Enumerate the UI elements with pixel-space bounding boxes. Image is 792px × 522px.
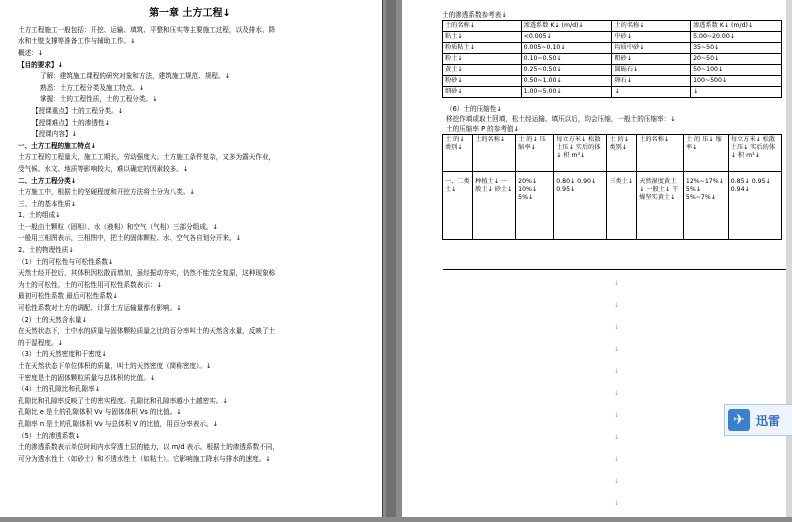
page-bottom-border xyxy=(443,269,790,270)
table-row xyxy=(443,76,782,87)
table-row xyxy=(443,54,782,65)
table-header-cell: 土 的↓ 类别↓ xyxy=(443,135,473,172)
table-row xyxy=(443,172,782,240)
text-line: 土在天然状态下单位体积的质量，叫土的天然密度（简称密度）。↓ xyxy=(18,362,212,371)
text-line: （1）土的可松性与可松性系数↓ xyxy=(18,257,114,266)
table-row xyxy=(443,87,782,98)
left-page-content xyxy=(18,0,362,465)
table-header-cell: 土 的 压↓ 缩率↓ xyxy=(683,135,728,172)
table-cell: 圆砾石↓ xyxy=(612,65,691,76)
table-header-cell: 每立方米↓ 松散土压↓ 实后的体↓ 积 m³↓ xyxy=(554,135,607,172)
text-line: 可分为透水性土（如砂土）和不透水性土（如粘土）。它影响施工降水与排水的速度。↓ xyxy=(18,454,271,463)
table-cell: 粉砂↓ xyxy=(443,76,522,87)
table-cell: 粗砂↓ xyxy=(612,54,691,65)
table-cell: 0.10~0.50↓ xyxy=(521,54,612,65)
thunder-label: 迅雷 xyxy=(756,413,781,428)
left-text-lines xyxy=(18,24,362,465)
text-line: 【目的要求】↓ xyxy=(18,60,64,69)
paragraph-mark: ↓ xyxy=(614,390,620,397)
permeability-table xyxy=(442,20,782,98)
text-line: 土的渗透系数表示单位时间内水穿透土层的能力，以 m/d 表示。根据土的渗透系数不同， xyxy=(18,443,279,452)
text-line: 掌握：土的工程性质，土的工程分类。↓ xyxy=(40,95,158,104)
table-header-cell: 土的名称↓ xyxy=(443,21,522,32)
text-line: 受气候、水文、地质等影响较大，难以确定的因素较多。↓ xyxy=(18,164,189,173)
table-cell: ↓ xyxy=(691,87,782,98)
text-line: （5）土的渗透系数↓ xyxy=(18,431,81,440)
table-header-cell: 土 的↓ 压缩率↓ xyxy=(516,135,554,172)
chapter-title: 第一章 土方工程↓ xyxy=(149,8,231,19)
table-cell: 12%~17%↓ 5%↓ 5%~7%↓ xyxy=(683,172,728,240)
paragraph-mark: ↓ xyxy=(614,302,620,309)
text-line: 天然土经开挖后，其体积因松散而增加，虽经振动夯实，仍然不能完全复原，这种现象称 xyxy=(18,269,276,278)
text-line: 在天然状态下，土中水的质量与固体颗粒质量之比的百分率叫土的天然含水量，反映了土 xyxy=(18,327,276,336)
table-row xyxy=(443,65,782,76)
page-gutter xyxy=(386,0,396,517)
table-cell: 一、二类土↓ xyxy=(443,172,473,240)
table-cell: 种植土↓ 一般土↓ 砂土↓ xyxy=(473,172,516,240)
table-cell: 0.80↓ 0.90↓ 0.95↓ xyxy=(554,172,607,240)
document-page-left xyxy=(0,0,383,517)
text-line: 一般用三相图表示，三相图中，把土的固体颗粒、水、空气各自划分开来。↓ xyxy=(18,234,242,243)
text-line: 孔隙比和孔隙率反映了土的密实程度。孔隙比和孔隙率越小土越密实。↓ xyxy=(18,396,228,405)
table-header-row xyxy=(443,135,782,172)
paragraph-marks xyxy=(614,280,620,522)
text-line: 土方工程的工程量大，施工工期长，劳动强度大。土方施工条件复杂，又多为露天作业， xyxy=(18,153,276,162)
text-line: 孔隙率 n 是土的孔隙体积 Vv 与总体积 V 的比值，用百分率表示。↓ xyxy=(18,419,219,428)
table-cell: 1.00~5.00↓ xyxy=(521,87,612,98)
text-line: 三、土的基本性质↓ xyxy=(18,199,77,208)
paragraph-mark: ↓ xyxy=(614,280,620,287)
table-cell: 黄土↓ xyxy=(443,65,522,76)
text-line: （3）土的天然密度和干密度↓ xyxy=(18,350,107,359)
text-line: 【授课重点】土的工程分类。↓ xyxy=(32,106,124,115)
text-line: 水和土壁支撑等准备工作与辅助工作。↓ xyxy=(18,37,136,46)
text-line: 了解：建筑施工课程的研究对象和方法，建筑施工规范、规程。↓ xyxy=(40,72,231,81)
table-header-cell: 土的名称↓ xyxy=(473,135,516,172)
text-line: 可松性系数对土方的调配、计算土方运输量都有影响。↓ xyxy=(18,304,182,313)
text-line: 土方施工中，根据土的坚硬程度和开挖方法将土分为八类。↓ xyxy=(18,188,195,197)
compressibility-text: 移挖作填或取土回填，松土经运输、填压以后，均会压缩，一般土的压缩率：↓ xyxy=(446,115,676,123)
text-line: 一、土方工程的施工特点↓ xyxy=(18,141,97,150)
paragraph-mark: ↓ xyxy=(614,368,620,375)
text-line: 土方工程施工一般包括：开挖、运输、填筑、平整和压实等主要施工过程，以及排水、降 xyxy=(18,25,276,34)
text-line: 干密度是土的固体颗粒质量与总体积的比值。↓ xyxy=(18,373,156,382)
table-row xyxy=(443,43,782,54)
compression-table xyxy=(442,134,782,240)
text-line: 熟悉：土方工程分类及施工特点。↓ xyxy=(40,83,145,92)
table-header-cell: 土 的↓ 类别↓ xyxy=(607,135,637,172)
table-header-row xyxy=(443,21,782,32)
thunder-floating-widget[interactable] xyxy=(724,404,792,436)
paragraph-mark: ↓ xyxy=(614,324,620,331)
table-cell: 0.50~1.00↓ xyxy=(521,76,612,87)
vertical-scrollbar[interactable] xyxy=(786,0,792,517)
text-line: 土一般由土颗粒（固相）、水（液相）和空气（气相）三部分组成。↓ xyxy=(18,222,219,231)
thunder-bird-icon: ✈ xyxy=(728,409,750,431)
table-cell: 20~50↓ xyxy=(691,54,782,65)
text-line: 的干湿程度。↓ xyxy=(18,338,64,347)
table-cell: 三类土↓ xyxy=(607,172,637,240)
paragraph-mark: ↓ xyxy=(614,412,620,419)
table-cell: 0.85↓ 0.95↓ 0.94↓ xyxy=(728,172,781,240)
table-cell: 100~500↓ xyxy=(691,76,782,87)
table-cell: 粉质粘土↓ xyxy=(443,43,522,54)
table-header-cell: 土的名称↓ xyxy=(612,21,691,32)
table-header-cell: 每立方米↓ 松散土压↓ 实后的体↓ 积 m³↓ xyxy=(728,135,781,172)
text-line: 二、土方工程分类↓ xyxy=(18,176,77,185)
text-line: （4）土的孔隙比和孔隙率↓ xyxy=(18,385,101,394)
text-line: 为土的可松性。土的可松性用可松性系数表示：↓ xyxy=(18,280,162,289)
paragraph-mark: ↓ xyxy=(614,434,620,441)
table-cell: 5.00~20.00↓ xyxy=(691,32,782,43)
section-compressibility: （6）土的压缩性↓ xyxy=(446,105,502,113)
table-cell: 中砂↓ xyxy=(612,32,691,43)
text-line: 最初可松性系数 最后可松性系数↓ xyxy=(18,292,118,301)
table1-caption: 土的渗透系数参考表↓ xyxy=(442,11,507,19)
text-line: 概述：↓ xyxy=(18,48,44,57)
table-cell: 粘土↓ xyxy=(443,32,522,43)
table2-caption: 土的压缩率 P 的参考值↓ xyxy=(446,125,520,133)
table-cell: 50~100↓ xyxy=(691,65,782,76)
text-line: 孔隙比 e 是土的孔隙体积 Vv 与固体体积 Vs 的比值。↓ xyxy=(18,408,182,417)
text-line: 【授课内容】↓ xyxy=(32,130,78,139)
text-line: 2、土的物理性质↓ xyxy=(18,246,74,255)
table-cell: <0.005↓ xyxy=(521,32,612,43)
table-cell: ↓ xyxy=(612,87,691,98)
table-cell: 天然湿度黄土↓ 一般土↓ 干燥坚实黄土↓ xyxy=(637,172,684,240)
table-cell: 卵石↓ xyxy=(612,76,691,87)
table-cell: 0.25~0.50↓ xyxy=(521,65,612,76)
table-cell: 粉土↓ xyxy=(443,54,522,65)
table-cell: 0.005~0.10↓ xyxy=(521,43,612,54)
paragraph-mark: ↓ xyxy=(614,500,620,507)
table-row xyxy=(443,32,782,43)
paragraph-mark: ↓ xyxy=(614,346,620,353)
table-header-cell: 渗透系数 K↓ (m/d)↓ xyxy=(691,21,782,32)
table-cell: 细砂↓ xyxy=(443,87,522,98)
text-line: （2）土的天然含水量↓ xyxy=(18,315,88,324)
text-line: 1、土的组成↓ xyxy=(18,211,61,220)
paragraph-mark: ↓ xyxy=(614,456,620,463)
right-page-content xyxy=(442,10,782,240)
table-cell: 均质中砂↓ xyxy=(612,43,691,54)
table-header-cell: 渗透系数 K↓ (m/d)↓ xyxy=(521,21,612,32)
paragraph-mark: ↓ xyxy=(614,478,620,485)
document-page-right xyxy=(402,0,792,517)
text-line: 【授课难点】土的渗透性↓ xyxy=(32,118,111,127)
table-header-cell: 土的名称↓ xyxy=(637,135,684,172)
table-cell: 35~50↓ xyxy=(691,43,782,54)
table-cell: 20%↓ 10%↓ 5%↓ xyxy=(516,172,554,240)
